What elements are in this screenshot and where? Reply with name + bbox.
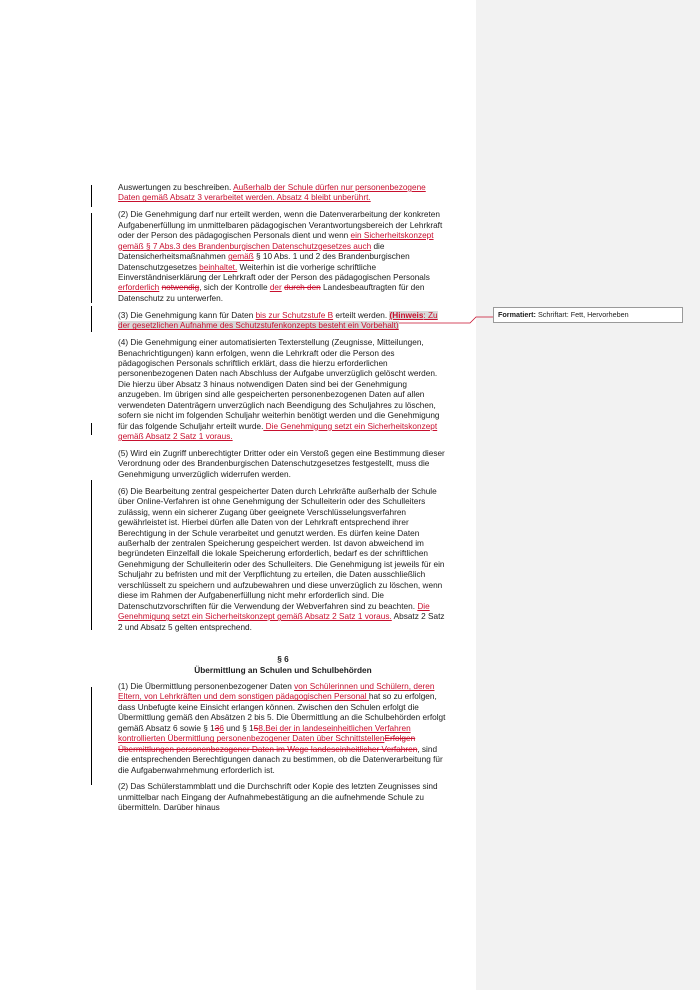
deleted-text: 3	[214, 723, 220, 733]
document-body	[118, 183, 448, 820]
section-paragraph-2: (2) Das Schülerstammblatt und die Durchschrift oder Kopie des letzten Zeugnisses sind unmittelbar nach Eingang der Aufnahmebestätigung an die aufnehmende Schule zu übermitteln. Darüber hinaus	[118, 782, 438, 813]
text-run: (2) Die Genehmigung darf nur erteilt werden, wenn die Datenverarbeitung der konkreten Aufgabenerfüllung im unmittelbaren pädagogischen Verantwortungsbereich der Lehrkraft oder der Person des pädagogischen Personals dient und wenn	[118, 210, 443, 241]
inserted-text: 6	[219, 723, 224, 733]
inserted-text: Die Genehmigung setzt ein Sicherheitskonzept gemäß Absatz 2 Satz 1 voraus.	[118, 601, 430, 622]
paragraph-1	[118, 183, 448, 204]
section-number: § 6	[277, 655, 289, 665]
deleted-text: notwendig	[161, 283, 200, 293]
formatting-comment[interactable]	[493, 307, 683, 323]
text-run: (1) Die Übermittlung personenbezogener Daten	[118, 681, 295, 691]
comment-label: Formatiert:	[498, 310, 536, 319]
inserted-text: der	[269, 283, 282, 293]
deleted-text: durch den	[284, 283, 321, 293]
inserted-text: Außerhalb der Schule dürfen nur personenbezogene Daten gemäß Absatz 3 verarbeitet werden. Absatz 4 bleibt unberührt.	[118, 183, 426, 203]
paragraph-5: (5) Wird ein Zugriff unberechtigter Dritter oder ein Verstoß gegen eine Bestimmung dieser Verordnung oder des Brandenburgischen Datenschutzgesetzes festgestellt, muss die Genehmigung unverzüglich widerrufen werden.	[118, 448, 445, 479]
inserted-text: : Zu der gesetzlichen Aufnahme des Schutzstufenkonzepts besteht ein Vorbehalt)	[118, 310, 438, 331]
inserted-text: 8.	[258, 723, 266, 733]
inserted-text: Bei der in landeseinheitlichen Verfahren kontrollierten Übermittlung personenbezogener Daten über Schnittstellen	[118, 723, 411, 744]
inserted-text: ein Sicherheitskonzept gemäß § 7 Abs.3 des Brandenburgischen Datenschutzgesetzes auch	[118, 231, 434, 251]
inserted-text: bis zur Schutzstufe B	[255, 310, 334, 320]
section-title: Übermittlung an Schulen und Schulbehörden	[194, 665, 372, 675]
inserted-text: Die Genehmigung setzt ein Sicherheitskonzept gemäß Absatz 2 Satz 1 voraus.	[118, 421, 438, 442]
change-bar	[91, 185, 92, 207]
change-bar	[91, 423, 92, 435]
paragraph-6	[118, 487, 448, 633]
text-run: (6) Die Bearbeitung zentral gespeicherter Daten durch Lehrkräfte außerhalb der Schule über Online-Verfahren ist ohne Genehmigung der Schulleiterin oder des Schulleiters zulässig, wenn ein sicherer Zugang über geeignete Verschlüsselungsverfahren gewährleistet ist. Hierbei dürfen alle Daten von der Lehrkraft entsprechend ihrer Berechtigung in der Schule verarbeitet und genutzt werden. Es dürfen keine Daten außerhalb der zentralen Speicherung gespeichert werden. Ist davon abweichend im begründeten Einzelfall die lokale Speicherung erforderlich, bedarf es der schriftlichen Genehmigung der Schulleiterin oder des Schulleiters. Die Genehmigung ist jeweils für ein Schuljahr zu befristen und mit der Verpflichtung zu erteilen, die Daten ausschließlich verschlüsselt zu speichern und aufzubewahren und diese unverzüglich zu löschen, wenn diese im Rahmen der Aufgabenerfüllung nicht mehr erforderlich sind. Die Datenschutzvorschriften für die Verwendung der Webverfahren sind zu beachten.	[118, 486, 445, 611]
text-run: hat so zu erfolgen, dass Unbefugte keine Einsicht erlangen können. Zwischen den Schulen erfolgt die Übermittlung gemäß den Absätzen 2 bis 5. Die Übermittlung an die Schulbehörden erfolgt gemäß Absatz 6 sowie § 1	[118, 692, 446, 733]
comment-text: Schriftart: Fett, Hervorheben	[535, 310, 629, 319]
text-run: erteilt werden.	[333, 310, 390, 320]
paragraph-2	[118, 210, 448, 304]
change-bar	[91, 213, 92, 303]
text-run: (4) Die Genehmigung einer automatisierten Texterstellung (Zeugnisse, Mitteilungen, Benachrichtigungen) kann erfolgen, wenn die Lehrkraft oder die Person des pädagogischen Personals schriftlich erklärt, dass die hierzu erforderlichen personenbezogenen Daten nach Abschluss der Aufgabe unverzüglich gelöscht werden. Die hierzu über Absatz 3 hinaus notwendigen Daten sind bei der Genehmigung anzugeben. Im übrigen sind alle gespeicherten personenbezogenen Daten auf allen verwendeten Datenträgern unverzüglich nach Beendigung des Schuljahres zu löschen, sofern sie nicht im folgenden Schuljahr weiterhin benötigt werden und die Genehmigung für das folgende Schuljahr erteilt wurde.	[118, 338, 440, 431]
text-run: und § 1	[223, 723, 254, 733]
text-run: Weiterhin ist die vorherige schriftliche Einverständniserklärung der Lehrkraft oder der Person des pädagogischen Personals	[118, 262, 430, 283]
deleted-text: 5	[253, 723, 259, 733]
text-run: Landesbeauftragten für den Datenschutz zu unterwerfen.	[118, 283, 425, 303]
text-run: die Datensicherheitsmaßnahmen	[118, 241, 385, 262]
change-bar	[91, 306, 92, 332]
hinweis-marker: (Hinweis	[389, 310, 424, 320]
deleted-text: Erfolgen Übermittlungen personenbezogener Daten im Wege landeseinheitlicher Verfahren	[118, 734, 418, 754]
text-run: , sind die entsprechenden Berechtigungen danach zu bestimmen, ob die Datenverarbeitung für die Aufgabenwahrnehmung erforderlich ist.	[118, 744, 443, 775]
text-run: Auswertungen zu beschreiben.	[118, 183, 234, 192]
text-run: Absatz 2 Satz 2 und Absatz 5 gelten entsprechend.	[118, 612, 445, 632]
paragraph-4	[118, 338, 448, 443]
text-run: § 10 Abs. 1 und 2 des Brandenburgischen Datenschutzgesetzes	[118, 252, 410, 272]
text-run: (3) Die Genehmigung kann für Daten	[118, 310, 256, 320]
text-run: , sich der Kontrolle	[199, 283, 270, 293]
change-bar	[91, 480, 92, 630]
inserted-text: gemäß	[228, 252, 254, 262]
change-bar	[91, 687, 92, 785]
inserted-text: erforderlich	[118, 283, 160, 293]
section-heading	[118, 655, 448, 676]
paragraph-3	[118, 311, 448, 332]
inserted-text: beinhaltet.	[199, 262, 238, 272]
section-paragraph-1	[118, 682, 448, 776]
inserted-text: von Schülerinnen und Schülern, deren Eltern, von Lehrkräften und dem sonstigen pädagogischen Personal	[118, 681, 435, 702]
